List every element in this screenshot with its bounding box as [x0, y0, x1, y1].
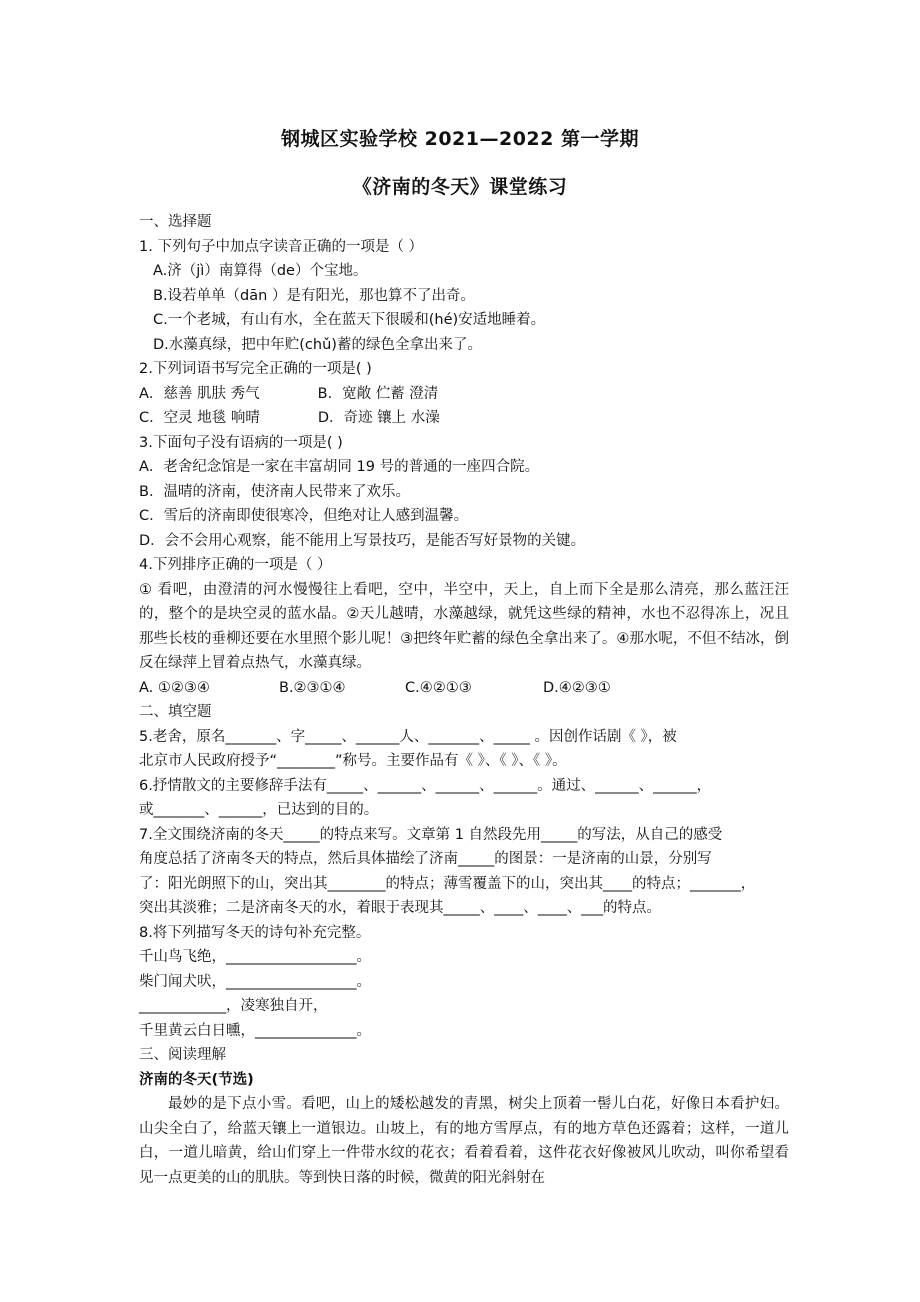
- question-3-option-a: A．老舍纪念馆是一家在丰富胡同 19 号的普通的一座四合院。: [139, 459, 540, 475]
- question-7-line-1: 7.全文围绕济南的冬天_____的特点来写。文章第 1 自然段先用_____的写法，从自己的感受: [139, 826, 723, 843]
- poem-line-4: 千里黄云白日曛，______________。: [139, 1022, 371, 1039]
- question-3-option-c: C．雪后的济南即使很寒冷，但绝对让人感到温馨。: [139, 508, 469, 524]
- document-body: [139, 210, 789, 1190]
- document-subtitle: 《济南的冬天》课堂练习: [352, 176, 568, 198]
- question-4-option-b: B.②③①④: [279, 679, 346, 696]
- question-5-line-1: 5.老舍，原名_______、字_____、______人、_______、_____ 。因创作话剧《 》，被: [139, 728, 677, 745]
- poem-line-3: ____________，凌寒独自开，: [139, 998, 328, 1014]
- question-3-stem: 3.下面句子没有语病的一项是( ): [139, 434, 343, 451]
- question-6-line-2: 或_______、______，已达到的目的。: [139, 802, 379, 818]
- question-2-option-a: A．慈善 肌肤 秀气: [139, 385, 260, 402]
- question-4-stem: 4.下列排序正确的一项是（ ）: [139, 557, 332, 573]
- section-heading-reading: 三、阅读理解: [139, 1047, 226, 1063]
- question-1-option-c: C.一个老城，有山有水，全在蓝天下很暖和(hé)安适地睡着。: [153, 312, 546, 328]
- question-4-option-d: D.④②③①: [543, 679, 611, 696]
- passage-title: 济南的冬天(节选): [139, 1071, 254, 1088]
- question-1-option-d: D.水藻真绿，把中年贮(chǔ)蓄的绿色全拿出来了。: [153, 336, 482, 353]
- poem-line-2: 柴门闻犬吠，__________________。: [139, 973, 371, 990]
- question-2-option-d: D．奇迹 镶上 水澡: [317, 410, 440, 426]
- question-8-stem: 8.将下列描写冬天的诗句补充完整。: [139, 924, 371, 941]
- question-2-option-b: B．宽敞 伫蓄 澄清: [317, 385, 439, 402]
- question-7-line-3: 了：阳光朗照下的山，突出其________的特点；薄雪覆盖下的山，突出其____的特点；_______，: [139, 875, 756, 892]
- question-2-row-2: [139, 406, 789, 431]
- question-7-line-2: 角度总括了济南冬天的特点，然后具体描绘了济南_____的图景：一是济南的山景，分别写: [139, 851, 712, 867]
- section-heading-fill: 二、填空题: [139, 704, 212, 720]
- question-3-option-b: B．温晴的济南，使济南人民带来了欢乐。: [139, 483, 410, 500]
- question-2-option-c: C．空灵 地毯 响晴: [139, 410, 260, 426]
- question-1-stem: 1. 下列句子中加点字读音正确的一项是（ ）: [139, 238, 424, 255]
- question-4-option-c: C.④②①③: [405, 679, 472, 696]
- question-1-option-a: A.济（jì）南算得（de）个宝地。: [153, 263, 368, 279]
- question-2-row-1: [139, 382, 789, 407]
- question-2-stem: 2.下列词语书写完全正确的一项是( ): [139, 361, 372, 377]
- poem-line-1: 千山鸟飞绝，__________________。: [139, 949, 371, 965]
- question-4-options: [139, 676, 789, 701]
- question-3-option-d: D．会不会用心观察，能不能用上写景技巧，是能否写好景物的关键。: [139, 532, 586, 549]
- question-6-line-1: 6.抒情散文的主要修辞手法有_____、______、______、______。通过、______、______，: [139, 777, 712, 794]
- question-4-passage: ① 看吧，由澄清的河水慢慢往上看吧，空中，半空中，天上，自上而下全是那么清亮，那么蓝汪汪的，整个的是块空灵的蓝水晶。②天儿越晴，水藻越绿，就凭这些绿的精神，水也不忍得冻上，况且那些长枝的垂柳还要在水里照个影儿呢！③把终年贮蓄的绿色全拿出来了。④那水呢，不但不结冰，倒反在绿萍上冒着点热气，水藻真绿。: [139, 581, 789, 671]
- reading-passage: 最妙的是下点小雪。看吧，山上的矮松越发的青黑，树尖上顶着一髻儿白花，好像日本看护妇。山尖全白了，给蓝天镶上一道银边。山坡上，有的地方雪厚点，有的地方草色还露着；这样，一道儿白，一道儿暗黄，给山们穿上一件带水纹的花衣；看着看着，这件花衣好像被风儿吹动，叫你希望看见一点更美的山的肌肤。等到快日落的时候，微黄的阳光斜射在: [139, 1096, 789, 1186]
- section-heading-choice: 一、选择题: [139, 214, 212, 230]
- document-title: 钢城区实验学校 2021—2022 第一学期: [281, 128, 639, 150]
- question-1-option-b: B.设若单单（dān ）是有阳光，那也算不了出奇。: [153, 287, 475, 304]
- question-4-option-a: A. ①②③④: [139, 679, 210, 696]
- question-5-line-2: 北京市人民政府授予“________”称号。主要作品有《 》、《 》、《 》。: [139, 753, 567, 769]
- question-7-line-4: 突出其淡雅；二是济南冬天的水，着眼于表现其_____、____、____、___的特点。: [139, 900, 661, 916]
